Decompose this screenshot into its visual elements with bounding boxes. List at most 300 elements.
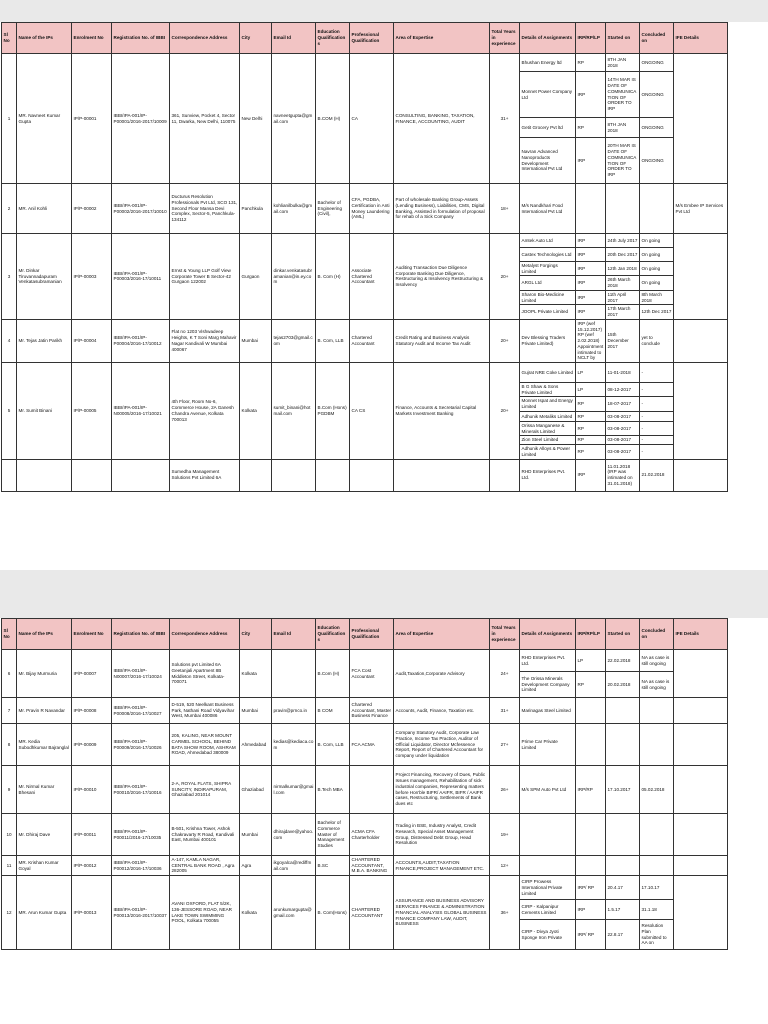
address-cell: 4th Floor, Room No-6, Commerce House, 2A Ganesh Chandra Avenue, Kolkata 700013 — [170, 363, 240, 460]
address-cell: 205, KALING, NEAR MOUNT CARMEL SCHOOL, BEHIND BATA SHOW ROOM, ASHRAM ROAD, Ahmedabad 380009 — [170, 724, 240, 766]
enrolment-cell: IP/P-00013 — [72, 876, 112, 950]
role-cell: IRP — [576, 276, 606, 290]
concluded-cell: - — [640, 411, 674, 421]
education-cell: B. Com, LLB — [316, 724, 350, 766]
concluded-cell: 21.02.2018 — [640, 459, 674, 491]
column-header: Name of the IPs — [17, 23, 72, 54]
address-cell: 361, Sunview, Pocket 4, Sector 11, Dwarka, New Delhi, 110075 — [170, 54, 240, 184]
city-cell: Gurgaon — [240, 234, 272, 320]
concluded-cell: 17.10.17 — [640, 876, 674, 900]
column-header: Email Id — [272, 23, 316, 54]
role-cell: IRP — [576, 138, 606, 184]
column-header: Registration No. of IBBI — [112, 619, 170, 650]
experience-cell: 31+ — [490, 698, 520, 724]
started-cell — [606, 856, 640, 876]
concluded-cell: ONGOING — [640, 138, 674, 184]
column-header: Enrolment No — [72, 619, 112, 650]
started-cell: 11.01.2018 (IRP was intimated on 31.01.2018) — [606, 459, 640, 491]
education-cell: B.Com (Hons) PGDBM — [316, 363, 350, 460]
ife-cell — [674, 319, 728, 362]
ife-cell — [674, 724, 728, 766]
ife-cell: M/s Embee IP Services Pvt Ltd — [674, 184, 728, 234]
enrolment-cell: IP/P-00007 — [72, 650, 112, 698]
serial-cell: 8 — [2, 724, 17, 766]
enrolment-cell: IP/P-00002 — [72, 184, 112, 234]
concluded-cell — [640, 814, 674, 856]
column-header: IRP/RP/LP — [576, 23, 606, 54]
education-cell: B.Tech MBA — [316, 766, 350, 814]
started-cell: 11-01-2018 — [606, 363, 640, 383]
concluded-cell: - — [640, 436, 674, 445]
column-header: Concluded on — [640, 619, 674, 650]
experience-cell: 20+ — [490, 363, 520, 460]
column-header: Total Years in experience — [490, 23, 520, 54]
assignment-cell: CIRP Prowess International Private Limited — [520, 876, 576, 900]
concluded-cell: 05.02.2018 — [640, 766, 674, 814]
ife-cell — [674, 698, 728, 724]
ife-cell — [674, 766, 728, 814]
address-cell: Flat no 1203 Vishwadeep Heights, K T Soni Marg Mahavir Nagar Kandivali W Mumbai 400067 — [170, 319, 240, 362]
experience-cell: 20+ — [490, 319, 520, 362]
professional-cell: CFA, PGDBA, Certification in Anti Money Laundering (AML) — [350, 184, 394, 234]
column-header: Area of Expertise — [394, 23, 490, 54]
serial-cell: 2 — [2, 184, 17, 234]
city-cell: New Delhi — [240, 54, 272, 184]
started-cell — [606, 724, 640, 766]
experience-cell — [490, 459, 520, 491]
column-header: Sl No — [2, 23, 17, 54]
assignment-cell: B G Shaw & Sons Private Limited — [520, 383, 576, 397]
column-header: Enrolment No — [72, 23, 112, 54]
started-cell: 8TH JAN 2018 — [606, 54, 640, 72]
serial-cell: 3 — [2, 234, 17, 320]
concluded-cell — [640, 724, 674, 766]
table-row — [2, 319, 728, 362]
role-cell: RP — [576, 397, 606, 411]
expertise-cell: Audit,Taxation,Corporate Advisory — [394, 650, 490, 698]
table-header — [2, 23, 728, 54]
education-cell: B.Com (H) — [316, 650, 350, 698]
ife-cell — [674, 363, 728, 460]
ife-cell — [674, 650, 728, 698]
role-cell: IRP — [576, 290, 606, 304]
role-cell: RP — [576, 445, 606, 459]
enrolment-cell: IP/P-00001 — [72, 54, 112, 184]
assignment-cell: The Orissa Minerals Development Company Limited — [520, 672, 576, 698]
city-cell: Kolkata — [240, 363, 272, 460]
assignment-cell: Getit Grocery Pvt ltd — [520, 118, 576, 138]
registration-cell: IBBI/IPA-001/IP-P00013/2016-2017/10037 — [112, 876, 170, 950]
concluded-cell: - — [640, 421, 674, 435]
name-cell: MR. Kedia Subodhkumar Bajranglal — [17, 724, 72, 766]
concluded-cell: On going — [640, 234, 674, 248]
address-cell: D-519, 520 Neelkant Business Park, Nathani Road Vidyavihar West, Mumbai 400086 — [170, 698, 240, 724]
started-cell: 8TH JAN 2018 — [606, 118, 640, 138]
professional-cell: FCA Cost Accountant — [350, 650, 394, 698]
started-cell: 15th December 2017 — [606, 319, 640, 362]
role-cell: IRP — [576, 72, 606, 118]
assignment-cell: RHD Enterprises Pvt. Ltd. — [520, 650, 576, 672]
started-cell: 22.02.2018 — [606, 650, 640, 672]
assignment-cell: Adhunik Metaliks Limited — [520, 411, 576, 421]
concluded-cell: ONGOING — [640, 118, 674, 138]
role-cell: RP — [576, 436, 606, 445]
started-cell: 11th April 2017 — [606, 290, 640, 304]
assignment-cell: Monnet Power Company Ltd — [520, 72, 576, 118]
enrolment-cell: IP/P-00010 — [72, 766, 112, 814]
role-cell — [576, 184, 606, 234]
concluded-cell: On going — [640, 276, 674, 290]
experience-cell: 19+ — [490, 814, 520, 856]
started-cell: 14TH MAR IS DATE OF COMMUNICATION OF ORDER TO IRP — [606, 72, 640, 118]
started-cell — [606, 184, 640, 234]
email-cell: dinkar.venkatasubramanian@in.ey.com — [272, 234, 316, 320]
column-header: IRP/RP/LP — [576, 619, 606, 650]
registration-cell — [112, 459, 170, 491]
city-cell: Mumbai — [240, 698, 272, 724]
table-row — [2, 650, 728, 672]
table-row — [2, 876, 728, 900]
concluded-cell — [640, 698, 674, 724]
concluded-cell: - — [640, 397, 674, 411]
enrolment-cell: IP/P-00004 — [72, 319, 112, 362]
started-cell: 18-07-2017 — [606, 397, 640, 411]
address-cell: AVANI OXFORD, FLAT 5/2K, 136-JESSORE ROAD, NEAR LAKE TOWN SWIMMING POOL, Kolkata 700055 — [170, 876, 240, 950]
serial-cell: 6 — [2, 650, 17, 698]
started-cell: 08-12-2017 — [606, 383, 640, 397]
ip-table-page-1 — [1, 22, 728, 492]
registration-cell: IBBI/IPA-001/IP-P00004/2016-17/10012 — [112, 319, 170, 362]
enrolment-cell: IP/P-00011 — [72, 814, 112, 856]
column-header: Area of Expertise — [394, 619, 490, 650]
concluded-cell: NA as case is still ongoing — [640, 672, 674, 698]
page-2 — [0, 618, 768, 1024]
concluded-cell: Resolution Plan submitted to AA on — [640, 920, 674, 950]
started-cell: 17th March 2017 — [606, 305, 640, 319]
role-cell: IRP/ RP — [576, 876, 606, 900]
education-cell: B.SC — [316, 856, 350, 876]
name-cell: Mr. Sumit Binani — [17, 363, 72, 460]
started-cell: 03-08-2017 — [606, 445, 640, 459]
email-cell: navneetgupta@gmail.com — [272, 54, 316, 184]
started-cell: 1.5.17 — [606, 900, 640, 920]
column-header: Registration No. of IBBI — [112, 23, 170, 54]
column-header: IFE Details — [674, 23, 728, 54]
address-cell: A-147, KAMLA NAGAR, CENTRAL BANK ROAD , Agra 282005 — [170, 856, 240, 876]
assignment-cell: Marinagas Steel Limited — [520, 698, 576, 724]
education-cell — [316, 459, 350, 491]
enrolment-cell: IP/P-00012 — [72, 856, 112, 876]
city-cell: Ahmedabad — [240, 724, 272, 766]
ife-cell — [674, 876, 728, 950]
expertise-cell: Trading in BSE, Industry Analyst, Credit Research, Special Asset Management Group, Distressed Debt Group, Head Resolution — [394, 814, 490, 856]
ife-cell — [674, 234, 728, 320]
name-cell: Mr. Bijay Murmuria — [17, 650, 72, 698]
started-cell — [606, 698, 640, 724]
serial-cell: 7 — [2, 698, 17, 724]
serial-cell: 12 — [2, 876, 17, 950]
expertise-cell: Company Statutory Audit, Corporate Law Practice, Income Tax Practice, Auditor of Official Liquidator, Director Mcfessence Report, Report of Chartered Accountant for company under liquidation — [394, 724, 490, 766]
column-header: City — [240, 619, 272, 650]
column-header: Education Qualification s — [316, 619, 350, 650]
experience-cell: 27+ — [490, 724, 520, 766]
registration-cell: IBBI/IPA-001/IP-N00005/2016-17/10021 — [112, 363, 170, 460]
role-cell: IRP (wef 15.12.2017) RP (wef 2.02.2018) Appointment intimated to NCLT by — [576, 319, 606, 362]
professional-cell: Chartered Accountant — [350, 319, 394, 362]
name-cell: MR. Anil Kohli — [17, 184, 72, 234]
serial-cell: 5 — [2, 363, 17, 460]
role-cell: IRP — [576, 900, 606, 920]
column-header: Name of the IPs — [17, 619, 72, 650]
enrolment-cell: IP/P-00009 — [72, 724, 112, 766]
expertise-cell: ACCOUNTS,AUDIT,TAXATION FINANCE,PROJECT MANAGEMENT ETC. — [394, 856, 490, 876]
started-cell: 03-08-2017 — [606, 436, 640, 445]
registration-cell: IBBI/IPA-001/IP-N00007/2016-17/10024 — [112, 650, 170, 698]
column-header: IFE Details — [674, 619, 728, 650]
column-header: Professional Qualification — [350, 619, 394, 650]
assignment-cell: Castex Technologies Ltd — [520, 248, 576, 262]
experience-cell: 20+ — [490, 234, 520, 320]
column-header: Details of Assignments — [520, 23, 576, 54]
registration-cell: IBBI/IPA-001/IP-P00010/2016-17/10016 — [112, 766, 170, 814]
role-cell: IRP — [576, 248, 606, 262]
city-cell: Agra — [240, 856, 272, 876]
assignment-cell: JOOPL Private Limited — [520, 305, 576, 319]
role-cell: IRP/ RP — [576, 920, 606, 950]
email-cell: dhirajdave@yahoo.com — [272, 814, 316, 856]
address-cell: Sumedha Management Solutions Pvt Limited 6A — [170, 459, 240, 491]
column-header: Total Years in experience — [490, 619, 520, 650]
started-cell: 20TH MAR IS DATE OF COMMUNICATION OF ORDER TO IRP — [606, 138, 640, 184]
started-cell: 03-08-2017 — [606, 411, 640, 421]
city-cell: Panchkula — [240, 184, 272, 234]
role-cell: RP — [576, 118, 606, 138]
registration-cell: IBBI/IPA-001/IP-P00008/2016-17/10027 — [112, 698, 170, 724]
column-header: Professional Qualification — [350, 23, 394, 54]
professional-cell — [350, 459, 394, 491]
education-cell: Bachelor of Engineering (Civil), — [316, 184, 350, 234]
name-cell: Mr. Dinkar Tiruvannadapuram Venkatasubramanian — [17, 234, 72, 320]
assignment-cell: Navran Advanced Nanoproducts Development International Pvt Ltd — [520, 138, 576, 184]
role-cell: LP — [576, 383, 606, 397]
email-cell — [272, 459, 316, 491]
ife-cell — [674, 54, 728, 184]
professional-cell: Chartered Accountant, Master Business Finance — [350, 698, 394, 724]
city-cell: Mumbai — [240, 319, 272, 362]
started-cell: 17.10.2017 — [606, 766, 640, 814]
assignment-cell: M/s SPM Auto Pvt Ltd — [520, 766, 576, 814]
professional-cell: CA — [350, 54, 394, 184]
table-row — [2, 54, 728, 72]
professional-cell: Associate Chartered Accountant — [350, 234, 394, 320]
table-row — [2, 724, 728, 766]
address-cell: Ducturus Resolution Professionals Pvt Ltd, SCO 131, Second Floor Mansa Devi Complex, Sector-5, Panchkula-134112 — [170, 184, 240, 234]
assignment-cell: Prime Car Private Limited — [520, 724, 576, 766]
role-cell: IRP — [576, 262, 606, 276]
email-cell: sumit_binani@hotmail.com — [272, 363, 316, 460]
role-cell: RP — [576, 54, 606, 72]
role-cell: LP — [576, 363, 606, 383]
ife-cell — [674, 814, 728, 856]
expertise-cell: Part of wholesale Banking Group-Assets (Lending Business), Liabilities, CMS, Digital Banking, Assisted in formulation of proposal for rehab of a Sick Company — [394, 184, 490, 234]
assignment-cell — [520, 856, 576, 876]
education-cell: B.COM (H) — [316, 54, 350, 184]
role-cell: RP — [576, 421, 606, 435]
table-row — [2, 766, 728, 814]
assignment-cell: RHD Enterprises Pvt. Ltd. — [520, 459, 576, 491]
expertise-cell: CONSULTING, BANKING, TAXATION, FINANCE, ACCOUNTING, AUDIT — [394, 54, 490, 184]
table-header — [2, 619, 728, 650]
role-cell: RP — [576, 672, 606, 698]
expertise-cell: ASSURANCE AND BUSINESS ADVISORY SERVICES FINANCE & ADMINISTRATION FINANCIAL ANALYSIS GLOBAL BUSINESS FINANCE COMPANY LAW, AUDIT, BUSINESS — [394, 876, 490, 950]
assignment-cell: M/s Nandkhari Food International Pvt Ltd — [520, 184, 576, 234]
table-row — [2, 856, 728, 876]
table-body — [2, 54, 728, 492]
email-cell: tejas2703@gmail.com — [272, 319, 316, 362]
concluded-cell — [640, 856, 674, 876]
ife-cell — [674, 459, 728, 491]
assignment-cell: Orissa Manganese & Minerals Limited — [520, 421, 576, 435]
ife-cell — [674, 856, 728, 876]
concluded-cell: 31.1.18 — [640, 900, 674, 920]
column-header: Education Qualification s — [316, 23, 350, 54]
role-cell — [576, 814, 606, 856]
email-cell — [272, 650, 316, 698]
email-cell: pravin@prnco.in — [272, 698, 316, 724]
city-cell: Kolkata — [240, 876, 272, 950]
name-cell: Mr. Dhiraj Dave — [17, 814, 72, 856]
role-cell — [576, 856, 606, 876]
serial-cell: 1 — [2, 54, 17, 184]
concluded-cell: 8th March 2018 — [640, 290, 674, 304]
started-cell: 12th Jan 2018 — [606, 262, 640, 276]
city-cell — [240, 459, 272, 491]
registration-cell: IBBI/IPA-001/IP-P00011/2016-17/10035 — [112, 814, 170, 856]
started-cell — [606, 814, 640, 856]
professional-cell: CHARTERED ACCOUNTANT, M.B.A. BANKING — [350, 856, 394, 876]
address-cell: Solutions pvt Limited 6A Geetanjali Apartment 8B Middleton Street, Kolkata-700071 — [170, 650, 240, 698]
serial-cell: 11 — [2, 856, 17, 876]
role-cell: IRP — [576, 459, 606, 491]
experience-cell: 12+ — [490, 856, 520, 876]
expertise-cell: Credit Rating and Business Analysis Statutory Audit and Income Tax Audit — [394, 319, 490, 362]
concluded-cell: On going — [640, 248, 674, 262]
assignment-cell — [520, 814, 576, 856]
column-header: City — [240, 23, 272, 54]
started-cell: 20.02.2018 — [606, 672, 640, 698]
assignment-cell: Metalyst Forgings Limited — [520, 262, 576, 276]
assignment-cell: Monnet Ispat and Energy Limited — [520, 397, 576, 411]
ip-table-page-2 — [1, 618, 728, 950]
table-row — [2, 184, 728, 234]
education-cell: B. Com (H) — [316, 234, 350, 320]
registration-cell: IBBI/IPA-001/IP-P00001/2016-2017/10009 — [112, 54, 170, 184]
professional-cell: FCA ACMA — [350, 724, 394, 766]
city-cell: Mumbai — [240, 814, 272, 856]
enrolment-cell: IP/P-00005 — [72, 363, 112, 460]
assignment-cell: Bhushan Energy ltd — [520, 54, 576, 72]
serial-cell: 4 — [2, 319, 17, 362]
expertise-cell: Auditing Transaction Due Diligence Corporate Banking Due Diligence, Restructuring & Insolvency Restructuring & Insolvency — [394, 234, 490, 320]
concluded-cell — [640, 184, 674, 234]
role-cell: IRP/RP — [576, 766, 606, 814]
column-header: Sl No — [2, 619, 17, 650]
email-cell: kedias@kediaca.com — [272, 724, 316, 766]
concluded-cell: 12th Dec 2017 — [640, 305, 674, 319]
registration-cell: IBBI/IPA-001/IP-P00009/2016-17/10026 — [112, 724, 170, 766]
role-cell: IRP — [576, 234, 606, 248]
column-header: Started on — [606, 619, 640, 650]
experience-cell: 18+ — [490, 184, 520, 234]
expertise-cell: Project Financing, Recovery of Dues, Public Issues management, Rehabilitation of sick industrial companies, Representing matters before Hon'ble BIFR/ AAIFR, BIFR / AAIFR cases, Restructuring, Settlements of Bank dues etc — [394, 766, 490, 814]
column-header: Correspondence Address — [170, 619, 240, 650]
email-cell: kohlianilbulka@gmail.com — [272, 184, 316, 234]
role-cell — [576, 698, 606, 724]
table-row — [2, 698, 728, 724]
started-cell: 20th Dec 2017 — [606, 248, 640, 262]
column-header: Correspondence Address — [170, 23, 240, 54]
started-cell: 24th July 2017 — [606, 234, 640, 248]
assignment-cell: CIRP - Divya Jyoti Sponge Iron Private — [520, 920, 576, 950]
assignment-cell: Adhunik Alloys & Power Limited — [520, 445, 576, 459]
role-cell: RP — [576, 411, 606, 421]
expertise-cell: Finance, Accounts & Secretarial Capital Markets Investment Banking — [394, 363, 490, 460]
name-cell: Mr. Pravin R Navandar — [17, 698, 72, 724]
column-header: Concluded on — [640, 23, 674, 54]
assignment-cell: Zion Steel Limited — [520, 436, 576, 445]
expertise-cell — [394, 459, 490, 491]
table-body — [2, 650, 728, 950]
serial-cell — [2, 459, 17, 491]
education-cell: B. Com(Hons) — [316, 876, 350, 950]
concluded-cell: ONGOING — [640, 72, 674, 118]
concluded-cell: ONGOING — [640, 54, 674, 72]
education-cell: B. Com, LLB — [316, 319, 350, 362]
professional-cell: CHARTERED ACCOUNTANT — [350, 876, 394, 950]
experience-cell: 31+ — [490, 54, 520, 184]
email-cell: ikgoyalca@rediffmail.com — [272, 856, 316, 876]
name-cell — [17, 459, 72, 491]
assignment-cell: Gujrat NRE Coke Limited — [520, 363, 576, 383]
professional-cell: CA CS — [350, 363, 394, 460]
education-cell: B COM — [316, 698, 350, 724]
education-cell: Bachelor of Commerce Master of Management Studies — [316, 814, 350, 856]
name-cell: Mr. Tejas Jatin Parikh — [17, 319, 72, 362]
role-cell: IRP — [576, 305, 606, 319]
name-cell: MR. Navneet Kumar Gupta — [17, 54, 72, 184]
professional-cell — [350, 766, 394, 814]
assignment-cell: Dev Blessing Traders Private Limited) — [520, 319, 576, 362]
enrolment-cell: IP/P-00003 — [72, 234, 112, 320]
address-cell: B-501, Krishna Tower, Ashok Chakravarty R Road, Kandivali East, Mumbai 400101 — [170, 814, 240, 856]
email-cell: nirmalkumar@gmail.com — [272, 766, 316, 814]
experience-cell: 36+ — [490, 876, 520, 950]
concluded-cell: yet to conclude — [640, 319, 674, 362]
concluded-cell: - — [640, 445, 674, 459]
expertise-cell: Accounts, Audit, Finance, Taxation etc. — [394, 698, 490, 724]
concluded-cell: On going — [640, 262, 674, 276]
serial-cell: 10 — [2, 814, 17, 856]
concluded-cell: - — [640, 383, 674, 397]
name-cell: MR. Krishan Kumar Goyal — [17, 856, 72, 876]
enrolment-cell — [72, 459, 112, 491]
assignment-cell: Sharon Bio-Medicine Limited — [520, 290, 576, 304]
experience-cell: 24+ — [490, 650, 520, 698]
enrolment-cell: IP/P-00008 — [72, 698, 112, 724]
table-row — [2, 814, 728, 856]
column-header: Email Id — [272, 619, 316, 650]
assignment-cell: ARGL Ltd — [520, 276, 576, 290]
